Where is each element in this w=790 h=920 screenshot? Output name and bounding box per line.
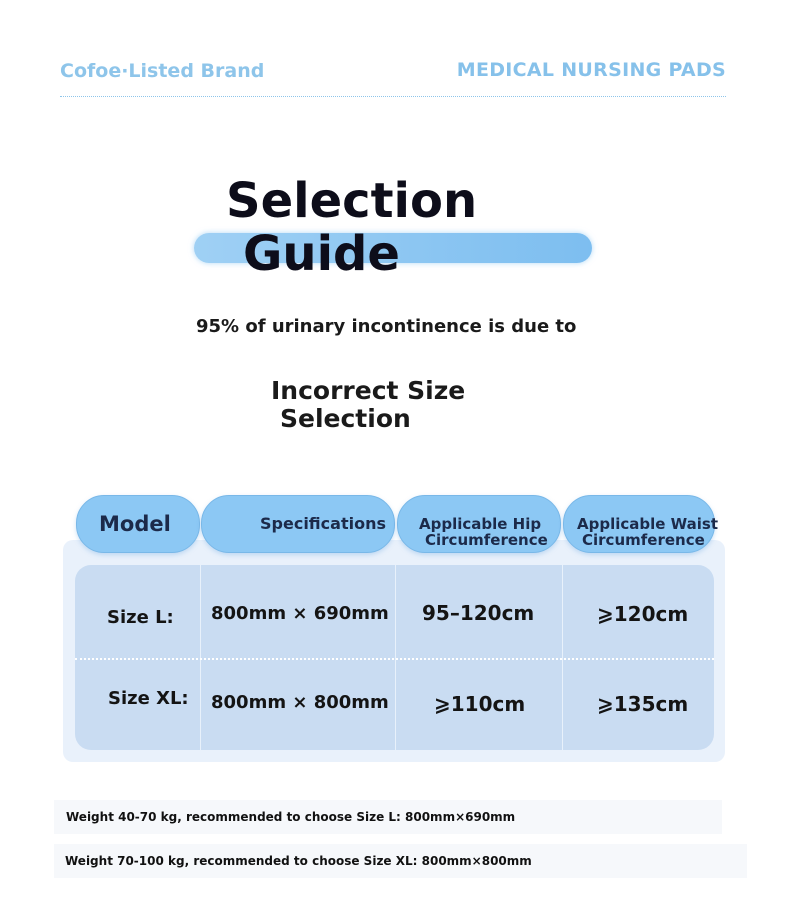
header-model-label: Model (99, 512, 171, 536)
weight-note-l: Weight 40-70 kg, recommended to choose Size L: 800mm×690mm (54, 800, 722, 834)
row-xl-waist: ⩾135cm (597, 692, 689, 716)
header-hip-circumference (397, 495, 561, 553)
weight-note-xl: Weight 70-100 kg, recommended to choose Size XL: 800mm×800mm (54, 844, 747, 878)
brand-name: Cofoe·Listed Brand (60, 60, 265, 82)
heading-line-1: Selection (226, 173, 478, 229)
header-specifications-label: Specifications (260, 514, 386, 533)
row-l-spec: 800mm × 690mm (211, 603, 389, 624)
row-l-size: Size L: (107, 607, 174, 628)
header-waist-label-2: Circumference (582, 531, 705, 549)
row-divider (75, 658, 714, 660)
row-xl-hip: ⩾110cm (434, 692, 526, 716)
row-xl-size: Size XL: (108, 688, 189, 709)
header-specifications (201, 495, 395, 553)
header-waist-label-1: Applicable Waist (577, 515, 719, 533)
header-hip-label-1: Applicable Hip (419, 515, 542, 533)
heading-line-2: Guide (243, 226, 400, 282)
emphasis-line-1: Incorrect Size (271, 376, 466, 405)
header-model (76, 495, 200, 553)
emphasis-line-2: Selection (280, 404, 411, 433)
header-waist-circumference (563, 495, 719, 553)
header-divider (60, 96, 726, 97)
document-title: MEDICAL NURSING PADS (456, 59, 726, 81)
row-xl-spec: 800mm × 800mm (211, 692, 389, 713)
row-l-hip: 95–120cm (422, 601, 535, 625)
header-hip-label-2: Circumference (425, 531, 548, 549)
row-l-waist: ⩾120cm (597, 602, 689, 626)
intro-text: 95% of urinary incontinence is due to (196, 316, 577, 337)
